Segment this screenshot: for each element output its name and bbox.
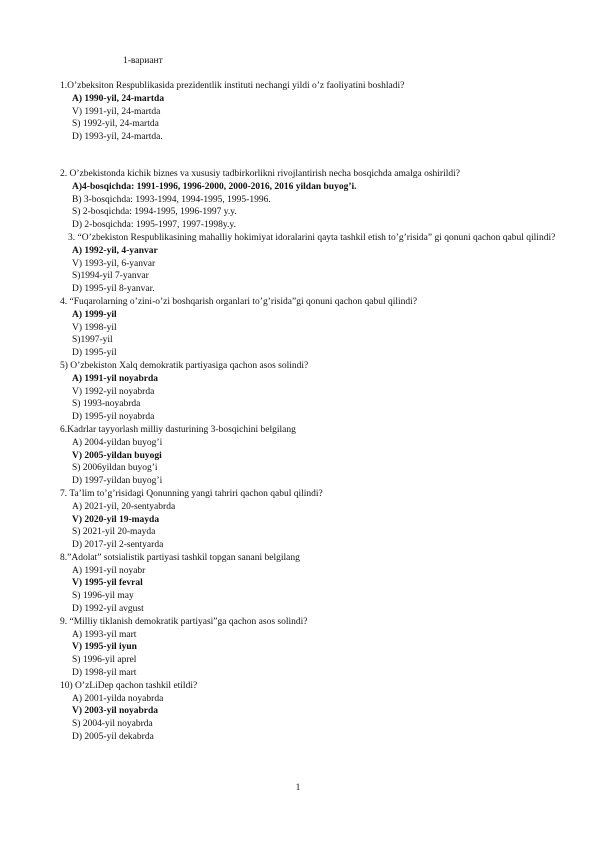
answer-9b: V) 1995-yil iyun (72, 642, 137, 653)
question-1: 1.O’zbeksiton Respublikasida prezidentlik instituti nechangi yildi o’z faoliyatini boshladi? (60, 81, 405, 91)
answer-2d: D) 2-bosqichda: 1995-1997, 1997-1998y.y. (72, 220, 236, 231)
answer-1a: A) 1990-yil, 24-martda (72, 93, 165, 104)
spacer (60, 144, 560, 156)
answer-7c: S) 2021-yil 20-mayda (72, 527, 156, 538)
answer-1d: D) 1993-yil, 24-martda. (72, 132, 163, 143)
answer-6d: D) 1997-yildan buyog’i (72, 476, 163, 487)
answer-4d: D) 1995-yil (72, 348, 117, 359)
answer-3d: D) 1995-yil 8-yanvar. (72, 284, 155, 295)
answer-2b: B) 3-bosqichda: 1993-1994, 1994-1995, 1995-1996. (72, 194, 271, 205)
question-8: 8.”Adolat” sotsialistik partiyasi tashkil topgan sanani belgilang (60, 552, 300, 563)
answer-6c: S) 2006yildan buyog’i (72, 463, 158, 474)
page-number: 1 (295, 783, 301, 793)
answer-4c: S)1997-yil (72, 335, 113, 346)
answer-7a: A) 2021-yil, 20-sentyabrda (72, 501, 176, 512)
answer-9a: A) 1993-yil mart (72, 629, 137, 640)
questions-block (60, 80, 560, 744)
answer-2c: S) 2-bosqichda: 1994-1995, 1996-1997 y.y. (72, 207, 237, 218)
answer-6a: A) 2004-yildan buyog’i (72, 437, 163, 448)
question-3: 3. “O’zbekiston Respublikasining mahalliy hokimiyat idoralarini qayta tashkil etish to’g’risida” gi qonuni qachon qabul qilindi? (68, 232, 556, 243)
answer-5d: D) 1995-yil noyabrda (72, 412, 155, 423)
answer-8a: A) 1991-yil noyabr (72, 565, 146, 576)
question-9: 9. “Milliy tiklanish demokratik partiyasi”ga qachon asos solindi? (60, 616, 308, 627)
answer-3b: V) 1993-yil, 6-yanvar (72, 258, 156, 269)
answer-1c: S) 1992-yil, 24-martda (72, 119, 159, 130)
answer-3a: A) 1992-yil, 4-yanvar (72, 245, 158, 256)
answer-4a: A) 1999-yil (72, 309, 117, 320)
answer-5c: S) 1993-noyabrda (72, 399, 141, 410)
answer-10c: S) 2004-yil noyabrda (72, 719, 153, 730)
question-10: 10) O’zLiDep qachon tashkil etildi? (60, 680, 198, 691)
answer-9d: D) 1998-yil mart (72, 668, 137, 679)
answer-1b: V) 1991-yil, 24-martda (72, 106, 161, 117)
answer-5b: V) 1992-yil noyabrda (72, 386, 155, 397)
answer-3c: S)1994-yil 7-yanvar (72, 271, 149, 282)
answer-6b: V) 2005-yildan buyogi (72, 450, 162, 461)
answer-8d: D) 1992-yil avgust (72, 604, 144, 615)
question-4: 4. “Fuqarolarning o’zini-o’zi boshqarish organlari to’g’risida”gi qonuni qachon qabul qilindi? (60, 296, 418, 307)
question-2: 2. O’zbekistonda kichik biznes va xususiy tadbirkorlikni rivojlantirish necha bosqichda amalga oshirildi? (60, 168, 460, 179)
spacer (60, 156, 560, 168)
question-5: 5) O’zbekiston Xalq demokratik partiyasiga qachon asos solindi? (60, 360, 309, 371)
answer-8b: V) 1995-yil fevral (72, 578, 143, 589)
answer-7b: V) 2020-yil 19-mayda (72, 514, 160, 525)
answer-10b: V) 2003-yil noyabrda (72, 706, 159, 717)
answer-10a: A) 2001-yilda noyabrda (72, 693, 164, 704)
answer-4b: V) 1998-yil (72, 322, 117, 333)
answer-10d: D) 2005-yil dekabrda (72, 732, 154, 743)
answer-2a: A)4-bosqichda: 1991-1996, 1996-2000, 2000-2016, 2016 yildan buyog’i. (72, 181, 357, 192)
answer-8c: S) 1996-yil may (72, 591, 134, 602)
variant-label: 1-вариант (123, 56, 163, 66)
answer-5a: A) 1991-yil noyabrda (72, 373, 159, 384)
answer-9c: S) 1996-yil aprel (72, 655, 137, 666)
question-6: 6.Kadrlar tayyorlash milliy dasturining 3-bosqichini belgilang (60, 424, 296, 435)
answer-7d: D) 2017-yil 2-sentyarda (72, 540, 164, 551)
question-7: 7. Ta’lim to’g’risidagi Qonunning yangi tahriri qachon qabul qilindi? (60, 488, 323, 499)
